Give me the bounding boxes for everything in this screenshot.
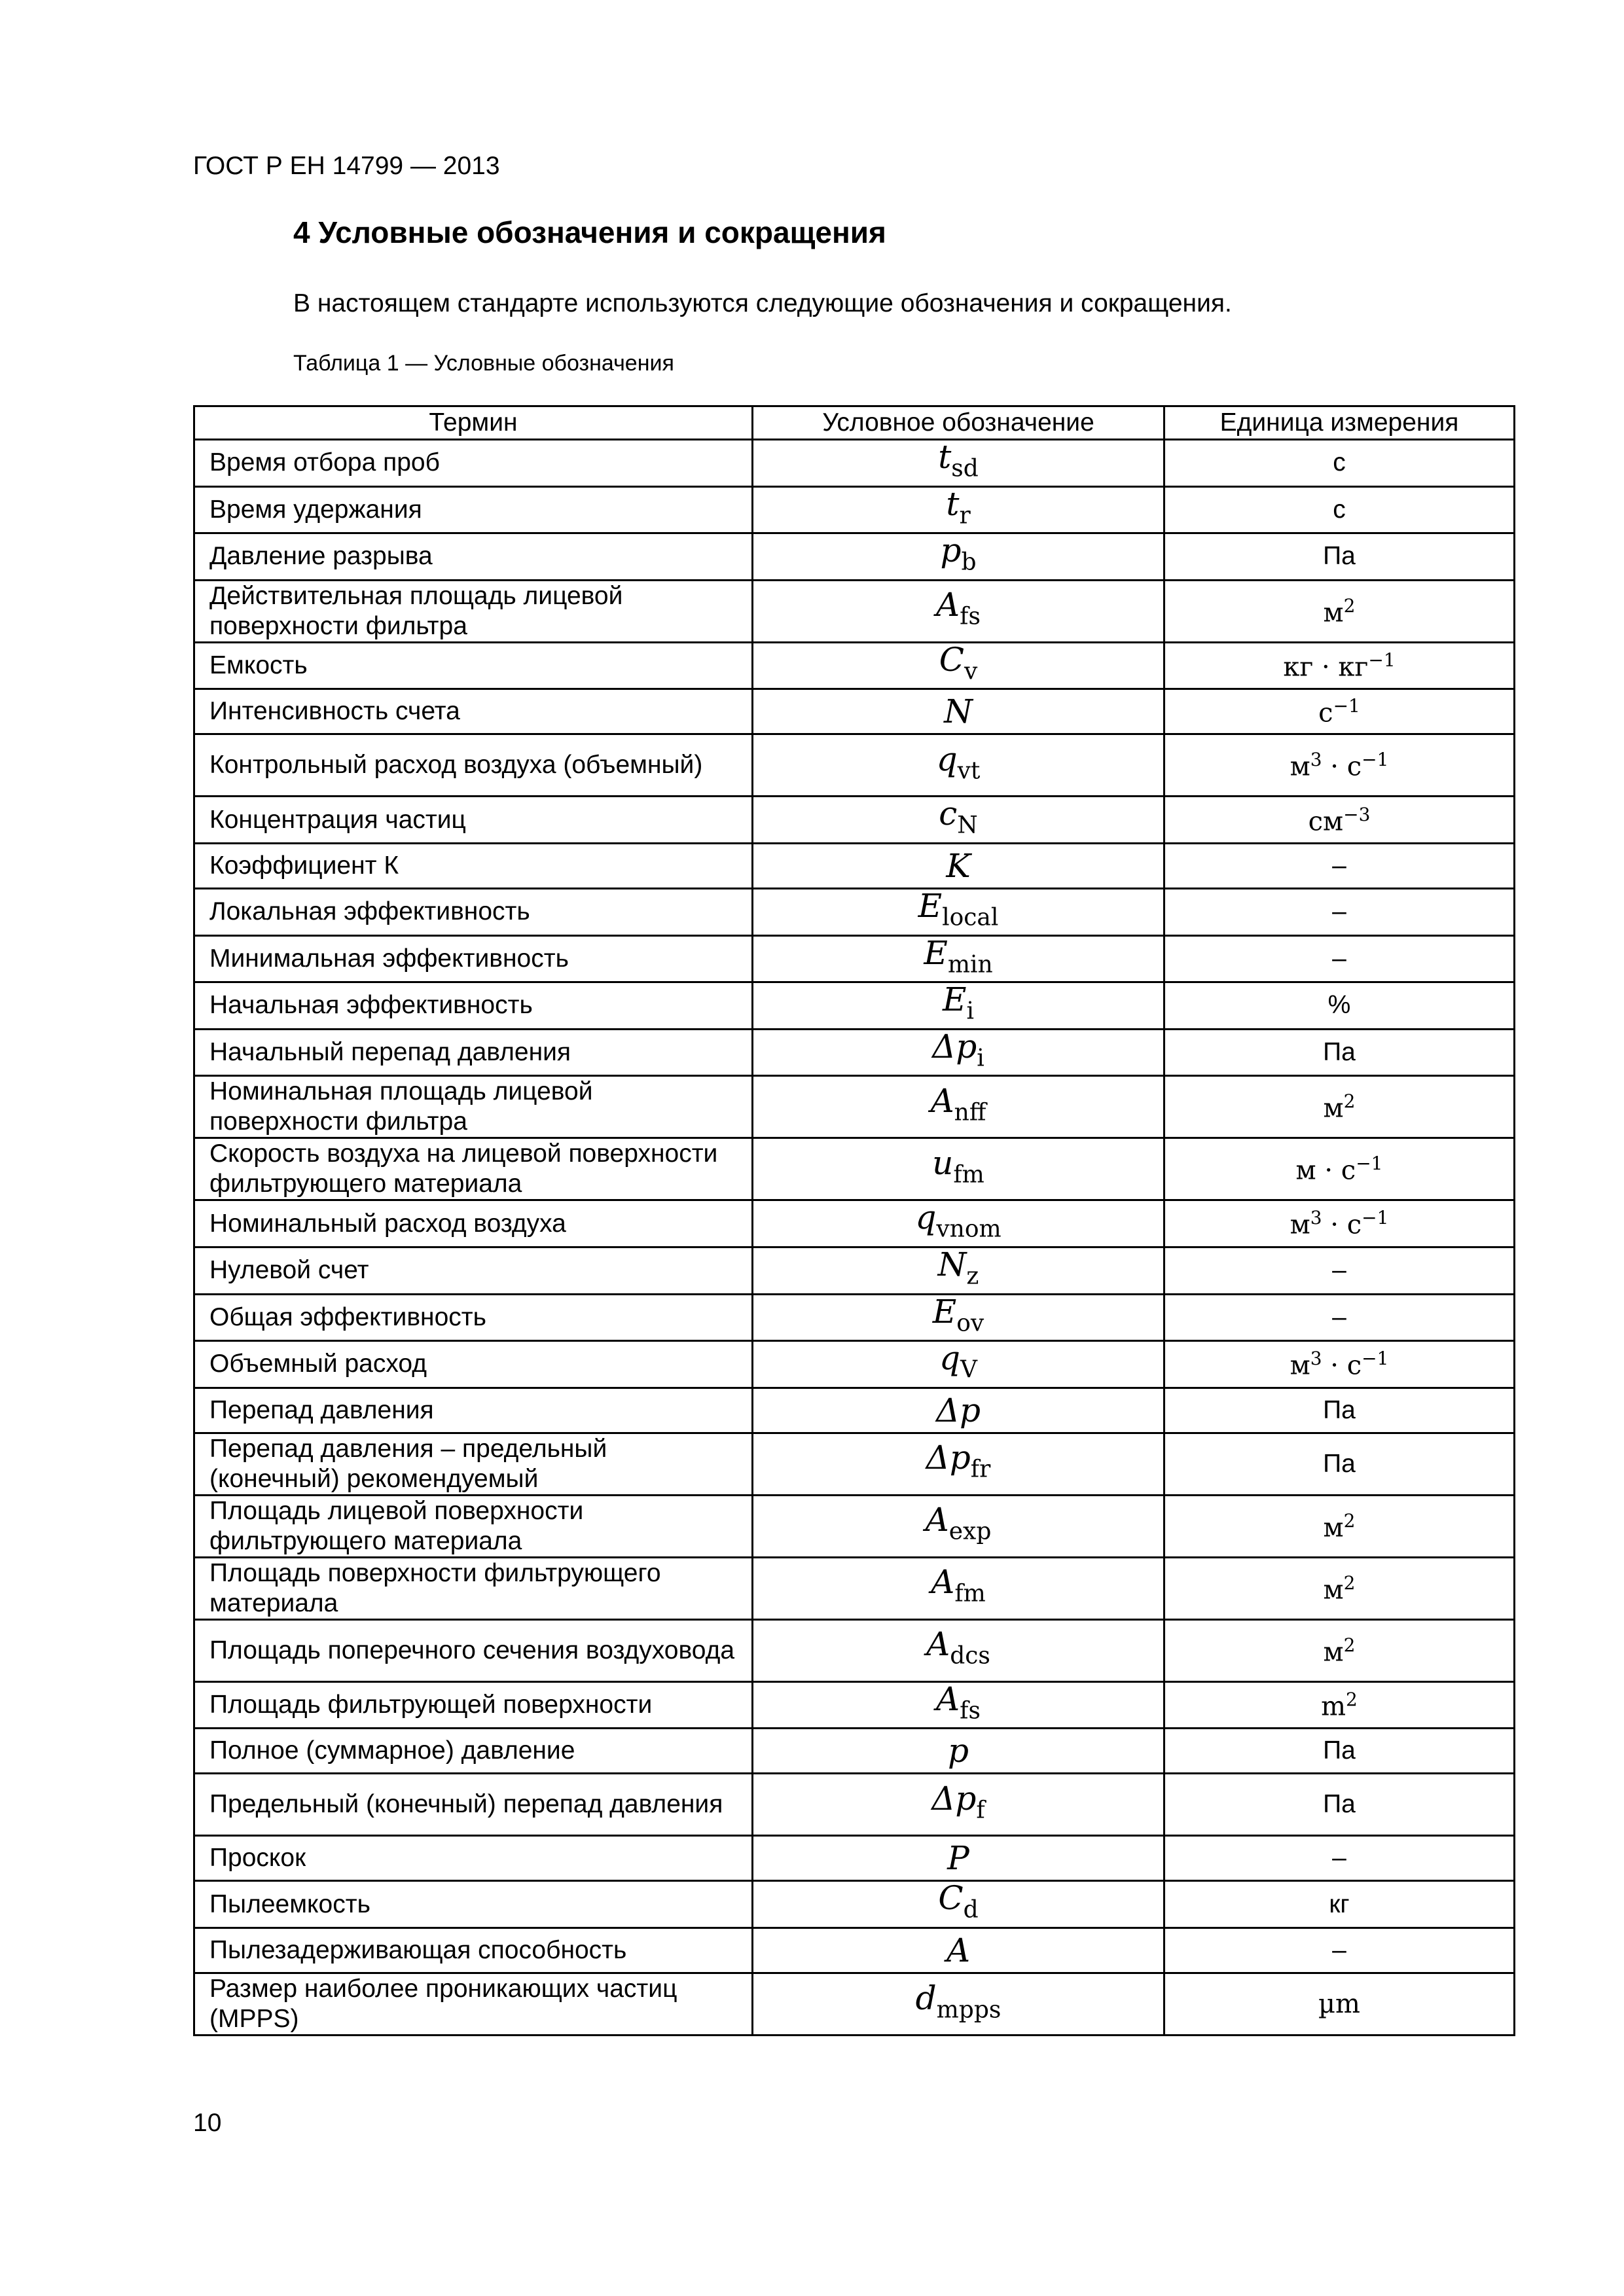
symbol-main: t bbox=[938, 438, 952, 476]
symbol-main: A bbox=[930, 1082, 954, 1121]
symbol-cell bbox=[753, 1557, 1164, 1619]
term-cell: Время отбора проб bbox=[194, 440, 753, 487]
symbol-subscript: vnom bbox=[936, 1215, 1001, 1243]
table-row bbox=[194, 1619, 1515, 1681]
table-caption: Таблица 1 — Условные обозначения bbox=[293, 351, 674, 376]
unit-cell: кг bbox=[1164, 1881, 1515, 1928]
unit-cell: – bbox=[1164, 888, 1515, 935]
symbol-main: q bbox=[939, 1339, 960, 1378]
symbol-subscript: local bbox=[942, 904, 999, 931]
table-row bbox=[194, 1388, 1515, 1433]
document-id: ГОСТ Р ЕН 14799 — 2013 bbox=[193, 152, 500, 180]
header-term: Термин bbox=[194, 406, 753, 440]
unit-exponent: 2 bbox=[1346, 1688, 1358, 1710]
symbol-main: N bbox=[944, 692, 973, 731]
symbol-main: P bbox=[947, 1839, 969, 1878]
symbol-subscript: ov bbox=[956, 1310, 984, 1337]
symbol-main: c bbox=[939, 795, 958, 833]
symbol-subscript: exp bbox=[948, 1518, 992, 1546]
symbol-cell bbox=[753, 689, 1164, 734]
symbol-main: d bbox=[915, 1979, 937, 2017]
symbol-cell bbox=[753, 642, 1164, 689]
symbol-cell bbox=[753, 1200, 1164, 1247]
symbol-cell bbox=[753, 1029, 1164, 1076]
table-row bbox=[194, 734, 1515, 797]
symbol-cell bbox=[753, 1836, 1164, 1881]
symbol-main: A bbox=[931, 1563, 955, 1602]
symbol-main: p bbox=[947, 1732, 969, 1770]
term-cell: Скорость воздуха на лицевой поверхности фильтрующего материала bbox=[194, 1138, 753, 1200]
term-cell: Площадь поперечного сечения воздуховода bbox=[194, 1619, 753, 1681]
symbol-subscript: d bbox=[963, 1896, 979, 1924]
term-cell: Перепад давления – предельный (конечный) рекомендуемый bbox=[194, 1433, 753, 1495]
table-row bbox=[194, 580, 1515, 642]
symbol-main: A bbox=[936, 586, 960, 624]
unit-cell: Па bbox=[1164, 1729, 1515, 1774]
header-unit: Единица измерения bbox=[1164, 406, 1515, 440]
symbol-cell bbox=[753, 1881, 1164, 1928]
table-row bbox=[194, 1774, 1515, 1836]
symbol-cell bbox=[753, 843, 1164, 888]
symbol-subscript: f bbox=[976, 1797, 985, 1824]
symbol-subscript: fr bbox=[970, 1456, 991, 1484]
term-cell: Площадь поверхности фильтрующего материала bbox=[194, 1557, 753, 1619]
symbol-subscript: r bbox=[959, 502, 971, 529]
intro-paragraph: В настоящем стандарте используются следующие обозначения и сокращения. bbox=[293, 289, 1232, 317]
unit-cell: $м \cdot с^{-1}$ bbox=[1164, 1138, 1515, 1200]
unit-cell: $м^3 \cdot с^{-1}$ bbox=[1164, 1200, 1515, 1247]
term-cell: Предельный (конечный) перепад давления bbox=[194, 1774, 753, 1836]
symbol-cell bbox=[753, 1774, 1164, 1836]
symbol-main: C bbox=[939, 640, 964, 679]
unit-cell: $м^2$ bbox=[1164, 1076, 1515, 1138]
symbol-main: A bbox=[925, 1501, 949, 1539]
symbol-cell bbox=[753, 1973, 1164, 2035]
unit-cell: Па bbox=[1164, 1774, 1515, 1836]
symbol-cell bbox=[753, 888, 1164, 935]
unit-exponent: −1 bbox=[1362, 1207, 1389, 1229]
symbol-cell bbox=[753, 440, 1164, 487]
unit-cell: $м^3 \cdot с^{-1}$ bbox=[1164, 1341, 1515, 1388]
term-cell: Минимальная эффективность bbox=[194, 935, 753, 982]
unit-cell: $m^2$ bbox=[1164, 1681, 1515, 1729]
symbol-subscript: i bbox=[977, 1045, 984, 1072]
term-cell: Интенсивность счета bbox=[194, 689, 753, 734]
symbol-main: t bbox=[946, 484, 960, 523]
unit-cell: с bbox=[1164, 486, 1515, 533]
unit-exponent: −1 bbox=[1362, 1348, 1389, 1370]
term-cell: Давление разрыва bbox=[194, 533, 753, 581]
unit-cell: $см^{-3}$ bbox=[1164, 797, 1515, 844]
unit-exponent: 3 bbox=[1310, 1348, 1322, 1370]
term-cell: Коэффициент К bbox=[194, 843, 753, 888]
symbol-main: A bbox=[946, 1931, 971, 1969]
unit-exponent: 2 bbox=[1343, 1571, 1356, 1594]
symbol-main: A bbox=[926, 1625, 950, 1664]
table-row bbox=[194, 533, 1515, 581]
term-cell: Пылеемкость bbox=[194, 1881, 753, 1928]
unit-cell: µm bbox=[1164, 1973, 1515, 2035]
symbol-cell bbox=[753, 1729, 1164, 1774]
unit-cell: – bbox=[1164, 843, 1515, 888]
term-cell: Объемный расход bbox=[194, 1341, 753, 1388]
unit-exponent: 2 bbox=[1343, 594, 1356, 617]
symbol-cell bbox=[753, 1433, 1164, 1495]
symbol-main: Δp bbox=[931, 1780, 977, 1818]
symbol-cell bbox=[753, 935, 1164, 982]
unit-cell: Па bbox=[1164, 1433, 1515, 1495]
symbol-cell bbox=[753, 580, 1164, 642]
term-cell: Размер наиболее проникающих частиц (MPPS) bbox=[194, 1973, 753, 2035]
symbol-main: N bbox=[937, 1245, 967, 1283]
term-cell: Номинальный расход воздуха bbox=[194, 1200, 753, 1247]
term-cell: Пылезадерживающая способность bbox=[194, 1928, 753, 1973]
term-cell: Начальная эффективность bbox=[194, 982, 753, 1030]
symbol-main: u bbox=[932, 1144, 954, 1183]
symbol-main: Δp bbox=[932, 1027, 977, 1066]
symbol-cell bbox=[753, 1619, 1164, 1681]
table-row bbox=[194, 888, 1515, 935]
table-row bbox=[194, 797, 1515, 844]
term-cell: Общая эффективность bbox=[194, 1294, 753, 1341]
unit-cell: Па bbox=[1164, 1029, 1515, 1076]
table-row bbox=[194, 1341, 1515, 1388]
unit-exponent: −1 bbox=[1362, 749, 1389, 771]
unit-cell: $м^2$ bbox=[1164, 1495, 1515, 1557]
unit-cell: с bbox=[1164, 440, 1515, 487]
table-row bbox=[194, 440, 1515, 487]
table-row bbox=[194, 486, 1515, 533]
symbol-cell bbox=[753, 1495, 1164, 1557]
symbol-cell bbox=[753, 734, 1164, 797]
unit-cell: – bbox=[1164, 1294, 1515, 1341]
symbol-cell bbox=[753, 1138, 1164, 1200]
term-cell: Емкость bbox=[194, 642, 753, 689]
unit-exponent: 3 bbox=[1310, 1207, 1322, 1229]
unit-exponent: −1 bbox=[1356, 1153, 1383, 1175]
symbol-main: p bbox=[940, 531, 962, 570]
table-row bbox=[194, 1433, 1515, 1495]
symbol-subscript: vt bbox=[957, 757, 981, 785]
table-row bbox=[194, 1495, 1515, 1557]
symbol-subscript: V bbox=[960, 1356, 977, 1384]
symbols-table bbox=[193, 405, 1515, 2036]
table-row bbox=[194, 1557, 1515, 1619]
table-row bbox=[194, 935, 1515, 982]
table-row bbox=[194, 1200, 1515, 1247]
table-row bbox=[194, 1681, 1515, 1729]
page-number: 10 bbox=[193, 2109, 222, 2137]
unit-exponent: −1 bbox=[1333, 695, 1360, 717]
unit-cell: Па bbox=[1164, 1388, 1515, 1433]
term-cell: Действительная площадь лицевой поверхности фильтра bbox=[194, 580, 753, 642]
unit-exponent: −3 bbox=[1343, 803, 1371, 825]
unit-exponent: 3 bbox=[1310, 749, 1322, 771]
header-symbol: Условное обозначение bbox=[753, 406, 1164, 440]
symbol-main: A bbox=[936, 1679, 960, 1718]
term-cell: Площадь фильтрующей поверхности bbox=[194, 1681, 753, 1729]
table-row bbox=[194, 1076, 1515, 1138]
symbol-subscript: mpps bbox=[936, 1996, 1001, 2024]
symbol-cell bbox=[753, 533, 1164, 581]
table-row bbox=[194, 1294, 1515, 1341]
unit-cell: $м^3 \cdot с^{-1}$ bbox=[1164, 734, 1515, 797]
symbol-cell bbox=[753, 486, 1164, 533]
section-title: 4 Условные обозначения и сокращения bbox=[293, 215, 886, 249]
term-cell: Начальный перепад давления bbox=[194, 1029, 753, 1076]
term-cell: Время удержания bbox=[194, 486, 753, 533]
table-header-row bbox=[194, 406, 1515, 440]
unit-cell: $м^2$ bbox=[1164, 1557, 1515, 1619]
symbol-subscript: sd bbox=[951, 455, 979, 482]
symbol-cell bbox=[753, 1681, 1164, 1729]
table-row bbox=[194, 843, 1515, 888]
symbol-subscript: z bbox=[966, 1263, 979, 1290]
term-cell: Локальная эффективность bbox=[194, 888, 753, 935]
symbol-subscript: fs bbox=[960, 603, 981, 631]
unit-cell: $с^{-1}$ bbox=[1164, 689, 1515, 734]
symbol-subscript: nff bbox=[954, 1099, 986, 1126]
unit-exponent: 2 bbox=[1343, 1634, 1356, 1656]
symbol-cell bbox=[753, 1388, 1164, 1433]
term-cell: Площадь лицевой поверхности фильтрующего материала bbox=[194, 1495, 753, 1557]
unit-cell: – bbox=[1164, 1247, 1515, 1294]
symbol-subscript: fm bbox=[954, 1581, 986, 1608]
symbol-main: E bbox=[918, 886, 943, 925]
unit-cell: $м^2$ bbox=[1164, 1619, 1515, 1681]
table-row bbox=[194, 1928, 1515, 1973]
table-row bbox=[194, 1836, 1515, 1881]
symbol-main: q bbox=[915, 1198, 937, 1237]
symbol-subscript: v bbox=[964, 658, 978, 685]
table-row bbox=[194, 1973, 1515, 2035]
symbol-subscript: min bbox=[947, 951, 993, 978]
symbol-main: E bbox=[932, 1292, 957, 1331]
unit-exponent: 2 bbox=[1343, 1090, 1356, 1113]
table-row bbox=[194, 642, 1515, 689]
term-cell: Полное (суммарное) давление bbox=[194, 1729, 753, 1774]
symbol-cell bbox=[753, 1076, 1164, 1138]
symbol-cell bbox=[753, 1928, 1164, 1973]
symbol-subscript: dcs bbox=[950, 1643, 990, 1670]
unit-cell: – bbox=[1164, 935, 1515, 982]
table-row bbox=[194, 1881, 1515, 1928]
symbol-cell bbox=[753, 1341, 1164, 1388]
table-row bbox=[194, 1729, 1515, 1774]
symbol-main: q bbox=[936, 740, 958, 779]
unit-cell: кг · $кг^{-1}$ bbox=[1164, 642, 1515, 689]
unit-cell: – bbox=[1164, 1836, 1515, 1881]
symbol-cell bbox=[753, 797, 1164, 844]
unit-cell: – bbox=[1164, 1928, 1515, 1973]
symbol-cell bbox=[753, 1247, 1164, 1294]
table-row bbox=[194, 689, 1515, 734]
unit-exponent: 2 bbox=[1343, 1509, 1356, 1532]
term-cell: Контрольный расход воздуха (объемный) bbox=[194, 734, 753, 797]
unit-exponent: −1 bbox=[1368, 649, 1396, 671]
symbol-main: C bbox=[938, 1879, 964, 1918]
table-row bbox=[194, 1247, 1515, 1294]
symbol-cell bbox=[753, 1294, 1164, 1341]
symbol-main: K bbox=[946, 846, 971, 885]
symbol-main: E bbox=[942, 980, 967, 1019]
symbol-subscript: i bbox=[966, 997, 974, 1025]
term-cell: Проскок bbox=[194, 1836, 753, 1881]
unit-cell: % bbox=[1164, 982, 1515, 1030]
term-cell: Нулевой счет bbox=[194, 1247, 753, 1294]
symbol-subscript: fs bbox=[960, 1697, 981, 1725]
symbol-main: Δp bbox=[926, 1439, 971, 1477]
table-row bbox=[194, 1029, 1515, 1076]
table-body bbox=[194, 440, 1515, 2036]
table-row bbox=[194, 1138, 1515, 1200]
term-cell: Концентрация частиц bbox=[194, 797, 753, 844]
term-cell: Номинальная площадь лицевой поверхности фильтра bbox=[194, 1076, 753, 1138]
symbol-subscript: fm bbox=[953, 1161, 984, 1189]
symbol-main: Δp bbox=[935, 1391, 981, 1429]
unit-cell: Па bbox=[1164, 533, 1515, 581]
symbol-subscript: N bbox=[957, 812, 978, 839]
term-cell: Перепад давления bbox=[194, 1388, 753, 1433]
symbol-main: E bbox=[924, 933, 948, 972]
unit-cell: $м^2$ bbox=[1164, 580, 1515, 642]
table-row bbox=[194, 982, 1515, 1030]
symbol-subscript: b bbox=[961, 548, 977, 576]
symbol-cell bbox=[753, 982, 1164, 1030]
